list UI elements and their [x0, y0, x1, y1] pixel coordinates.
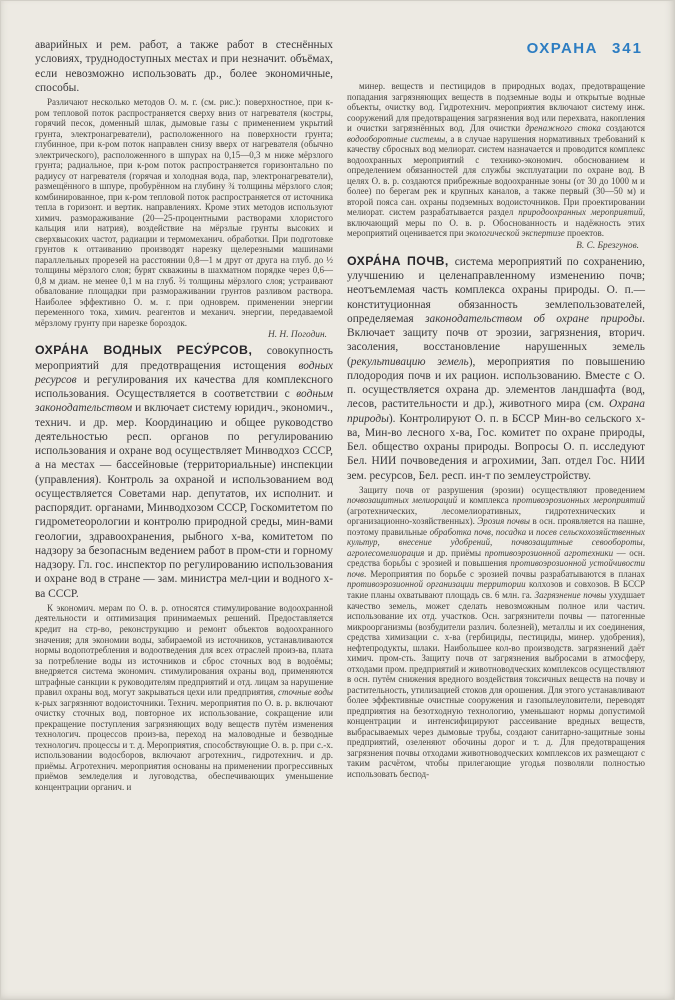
italic-term: противоэрозионных мероприятий	[512, 495, 645, 506]
body-text: в осн. проявляется на пашне, поэтому правильные	[347, 516, 645, 537]
body-text: создаются	[600, 123, 645, 134]
italic-term: противоэрозионной устойчивости почв	[347, 558, 645, 579]
right-column-text	[347, 81, 645, 779]
body-text: проектов.	[564, 228, 605, 239]
body-text: (агротехнических, лесомелиоративных, гидротехнических и организационно-хозяйственных).	[347, 505, 645, 527]
entry-paragraph	[347, 254, 645, 483]
body-text: совокупность мероприятий для предотвращения истощения	[35, 345, 333, 372]
detail-paragraph	[347, 485, 645, 779]
body-text: Н. Н. Погодин.	[267, 330, 327, 341]
body-text: — осн. средства борьбы с эрозией и повышения	[347, 547, 645, 569]
italic-term: природоохранных мероприятий	[518, 207, 643, 218]
body-text: колхозов и совхозов. В БССР такие планы охватывают площадь св. 6 млн. га.	[347, 579, 645, 600]
page-columns	[35, 38, 645, 794]
body-text: . Мероприятия по борьбе с эрозией почвы разрабатываются в планах	[363, 568, 645, 579]
body-text: и	[526, 526, 537, 537]
body-text: ухудшает качество земель, может сделать невозможным полное или частич. использование их отд. участков. Осн. загрязнители почвы — патогенные микроорганизмы (возбудители различ. болезней), металлы и их соединения, средства химизации с. х-ва (гербициды, пестициды, минер. удобрения), нефтепродукты, шлаки. Наибольшее кол-во производств. загрязнений даёт химич. пром-сть. Защиту почв от загрязнения выбросами в атмосферу, отходами пром. предприятий и животноводческих комплексов осуществляют в осн. путём снижения вредного воздействия токсичных веществ на почву и растительность, утилизацией стоков для орошения. Для этого устанавливают более эффективные очистные сооружения и газопылеуловители, переводят предприятия на безотходную технологию, уменьшают нормы допустимой концентрации и интенсифицируют рассеивание вредных веществ, выбрасываемых через дымовые трубы, создают санитарно-защитные зоны предприятий, озеленяют обочины дорог и т. д. Для предотвращения загрязнения почвы отходами животноводческих комплексов их размещают с таким расчётом, чтобы прилегающие угодья позволяли полностью использовать беспод-	[347, 590, 645, 779]
left-column	[35, 38, 333, 794]
italic-term: почвозащитных мелиораций	[347, 495, 458, 506]
author-signature	[35, 330, 333, 340]
italic-term: противоэрозионной агротехники	[484, 547, 614, 558]
running-head	[347, 40, 645, 57]
italic-term: экологической экспертизе	[465, 228, 565, 239]
italic-term: обработка почв, посадка	[429, 526, 527, 537]
right-column	[347, 38, 645, 781]
detail-paragraph	[347, 81, 645, 239]
italic-term: Охрана природы	[347, 398, 645, 425]
body-text: к-рых загрязняют водоисточники. Технич. мероприятия по О. в. р. включают очистку сточных вод, повторное их использование, сокращение или прекращение поступления загрязняющих воду веществ путём изменения технологич. процессов произ-ва, переход на маловодные и безводные технологич. процессы и т. д. Мероприятия, способствующие О. в. р. при с.-х. использовании водосборов, включают агротехнич., гидротехнич. и др. приёмы. Агротехнич. мероприятия основаны на применении прогрессивных приёмов земледелия и луговодства, обеспечивающих уменьшение концентрации органич. и	[35, 697, 333, 792]
body-text: и включает систему юридич., экономич., технич. и др. мер. Координацию и общее руководство деятельностью респ. органов по регулированию использования и охране вод осуществляет Минводхоз СССР, а на местах — бассейновые (территориальные) инспекции (управления). Контроль за охраной и использованием вод осуществляется Советами нар. депутатов, их исполнит. и распорядит. органами, Минводхозом СССР, Госкомитетом по гидрометеорологии и контролю природной среды, мин-вами геологии, здравоохранения, рыбного х-ва, комитетом по надзору за безопасным ведением работ в пром-сти и горному надзору. Гл. гос. инспектор по регулированию использования и охране вод в стране — зам. министра мел-ции и водного х-ва СССР.	[35, 402, 333, 600]
continuation-paragraph	[35, 38, 333, 95]
italic-term: водным законодательством	[35, 388, 333, 415]
entry-title: ОХРА́НА ПОЧВ,	[347, 253, 455, 268]
body-text: аварийных и рем. работ, а также работ в стеснённых условиях, труднодоступных местах и при незначит. объёмах, если невозможно использовать др., более экономичные, способы.	[35, 39, 333, 94]
italic-term: сточные воды	[278, 687, 333, 698]
italic-term: Загрязнение почвы	[534, 590, 607, 600]
body-text: Защиту почв от разрушения (эрозии) осуществляют проведением	[359, 484, 645, 495]
italic-term: Эрозия почвы	[477, 516, 530, 527]
entry-title: ОХРА́НА ВОДНЫХ РЕСУ́РСОВ,	[35, 343, 267, 358]
author-signature	[347, 241, 645, 251]
detail-paragraph	[35, 97, 333, 328]
body-text: ). Контролируют О. п. в БССР Мин-во сельского х-ва, Мин-во лесного х-ва, Гос. комитет по охране природы, Бел. общество охраны природы. Вопросы О. п. исследуют Бел. НИИ почвоведения и агрохимии, Зап. отдел Гос. НИИ зем. ресурсов, Бел. респ. ин-т по землеустройству.	[347, 412, 645, 482]
entry-paragraph	[35, 343, 333, 601]
detail-paragraph	[35, 603, 333, 792]
italic-term: дренажного стока	[525, 123, 601, 134]
italic-term: рекультивацию земель	[350, 355, 469, 368]
italic-term: водных ресурсов	[35, 359, 333, 386]
running-head-title: ОХРАНА	[526, 40, 598, 57]
body-text: и комплекса	[457, 495, 513, 506]
italic-term: законодательством об охране природы	[425, 312, 643, 325]
body-text: , включающий меры по О. в. р. Обоснованность и надёжность этих мероприятий оценивается при	[347, 207, 645, 239]
body-text: и др. приёмы	[424, 547, 485, 558]
page-number: 341	[611, 40, 643, 57]
body-text: Различают несколько методов О. м. г. (см. рис.): поверхностное, при к-ром тепловой поток распространяется сверху вниз от нагревателя (костры, горячий песок, доменный шлак, дымовые газы с применением укрытий грунта, электронагреватели), расположенного на поверхности грунта; глубинное, при к-ром поток направлен снизу вверх от нагревателя (обычно электрического), расположенного в шпурах на 0,15—0,3 м ниже мёрзлого грунта; радиальное, при к-ром поток распространяется горизонтально по радиусу от нагревателя (горячая и холодная вода, пар, электронагреватели), размещённого в шпуре, пробурённом на глубину ¾ толщины мёрзлого слоя; комбинированное, при к-ром тепловой поток распространяется от источника тепла в горизонт. и вертик. направлениях. Кроме этих методов используют химич. размораживание (20—25-процентными растворами хлористого кальция или натрия), воздействие на мёрзлые грунты высоких и сверхвысоких частот, радиации и термомеханич. обработки. При подготовке грунтов к оттаиванию производят нарезку щелерезными машинами параллельных прорезей на расстоянии 0,8—1 м друг от друга на глуб. до ½ толщины мёрзлого слоя; бурят скважины в шахматном порядке через 0,6—0,8 м диам. не менее 0,1 м на глуб. ⅔ толщины мёрзлого слоя; устраивают обвалование площадки при размораживании грунтов разливом раствора. Наиболее эффективно О. м. г. при одноврем. применении энергии переменного тока, химич. реагентов и механич. энергии, передаваемой мёрзлому грунту при нарезке бороздок.	[35, 97, 333, 328]
body-text: система мероприятий по сохранению, улучшению и целенаправленному изменению почв; неотъемлемая часть комплекса охраны природы. О. п.— конституционная обязанность землепользователей, определяемая	[347, 255, 646, 325]
body-text: , а в случае нарушения нормативных требований к качеству сбросных вод мелиорат. систем назначается и проводится комплекс водоохранных мероприятий с технико-экономич. обоснованием и определением обязанностей для службы эксплуатации по охране вод. В целях О. в. р. создаются прибрежные водоохранные зоны (от 30 до 1000 м и более) по берегам рек и крупных каналов, а также первый (30—50 м) и второй пояса сан. охраны подземных водоисточников. При проектировании мелиорат. систем разрабатывается раздел	[347, 133, 645, 218]
italic-term: посев сельскохозяйственных культур, внесение удобрений, почвозащитные севообороты, агролесомелиорация	[347, 526, 646, 558]
italic-term: водооборотные системы	[347, 133, 446, 144]
body-text: и регулирования их качества для комплексного использования. Осуществляется в соответствии с	[35, 373, 333, 401]
body-text: К экономич. мерам по О. в. р. относятся стимулирование водоохранной деятельности и оптимизация принимаемых решений. Предоставляется кредит на стр-во, реконструкцию и ремонт объектов водоохранного значения; для экономии воды, забираемой из источников, устанавливаются нормы водопотребления и водоотведения для всех отраслей произ-ва, плата за потребление воды из источников и сброс сточных вод в водоёмы; внедряется система экономич. стимулирования охраны вод, применяются штрафные санкции к руководителям предприятий и отд. лицам за нарушение правил охраны вод, могут закрываться цехи или предприятия,	[35, 602, 333, 698]
body-text: ), мероприятия по повышению плодородия почв и их рацион. использованию. Вместе с О. п. осуществляется охрана др. элементов ландшафта (вод, лесов, растительности и др.), животного мира (см.	[347, 355, 645, 411]
italic-term: противоэрозионной организации территории	[347, 579, 526, 590]
body-text: . Включает защиту почв от эрозии, загрязнения, вторич. засоления, восстановление нарушенных земель (	[347, 312, 645, 368]
body-text: В. С. Брезгунов.	[576, 240, 639, 251]
body-text: минер. веществ и пестицидов в природных водах, предотвращение попадания загрязняющих веществ в подземные воды и открытые водные объекты, очистку вод. Гидротехнич. мероприятия включают систему инж. сооружений для предотвращения загрязнения вод или перехвата, накопления и очистки загрязнённых вод. Для очистки	[347, 81, 645, 134]
